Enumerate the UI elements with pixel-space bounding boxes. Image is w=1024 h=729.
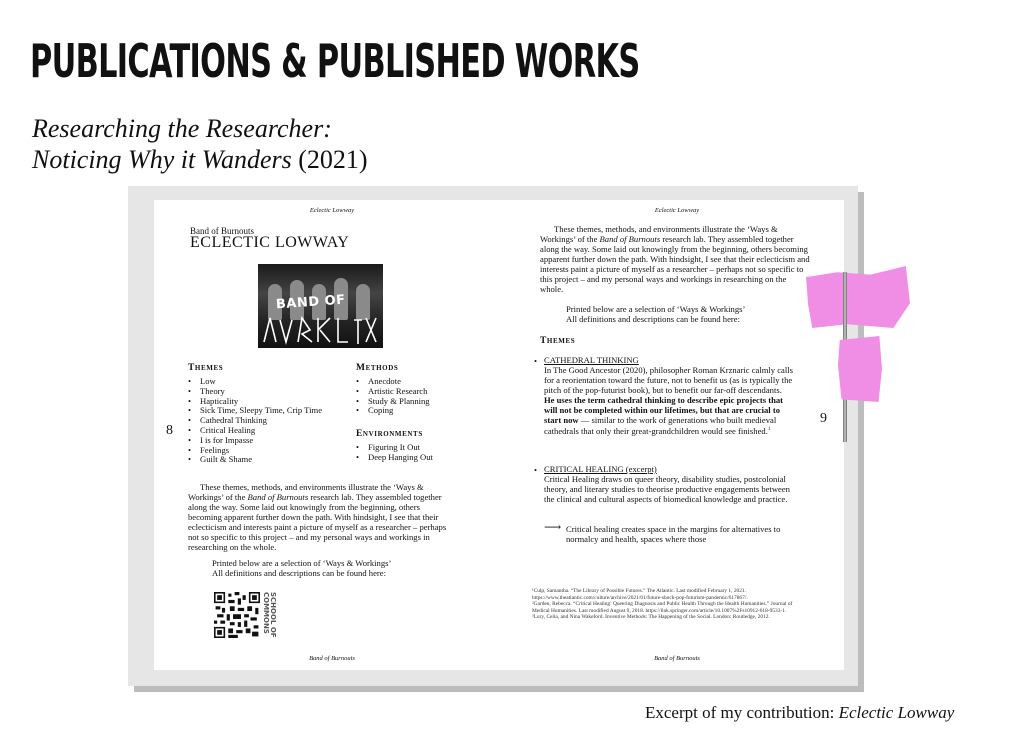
right-themes-heading: Themes [540, 336, 576, 346]
band-photo-logo: BAND OF [275, 292, 347, 313]
right-running-head: Eclectic Lowway [654, 207, 700, 214]
left-page [154, 200, 510, 670]
left-running-foot: Band of Burnouts [309, 655, 355, 662]
left-running-head: Eclectic Lowway [309, 207, 355, 214]
cathedral-thinking-title: CATHEDRAL THINKING [544, 355, 639, 365]
qr-caption: SCHOOL OF COMMONS [262, 592, 277, 638]
environment-list-item: • Deep Hanging Out [356, 453, 496, 463]
pink-tape-decoration-small [838, 336, 882, 402]
chapter-title: ECLECTIC LOWWAY [190, 234, 350, 251]
right-running-foot: Band of Burnouts [654, 655, 700, 662]
theme-list-item: • Critical Healing [188, 426, 338, 436]
footnote-3: ³Lury, Celia, and Nina Wakeford. Inventive Methods: The Happening of the Social. London: Routledge, 2012. [532, 614, 770, 621]
theme-list-item: • Low [188, 377, 338, 387]
methods-heading: Methods [356, 363, 399, 373]
right-page [510, 200, 844, 670]
method-list-item: • Anecdote [356, 377, 496, 387]
cathedral-thinking-item: CATHEDRAL THINKING In The Good Ancestor (2020), philosopher Roman Krznaric calmly calls for a reorientation toward the future, not to benefit us (as is typically the pitch of the pop-futurist book), but to benefit our far-off descendants. He uses the term cathedral thinking to describe epic projects that will not be completed within our lifetimes, but that are crucial to start now — similar to the work of generations who built medieval cathedrals that only their great-grandchildren would see finished.$^1$ [544, 355, 793, 436]
arrow-icon: ⟶ [544, 520, 562, 534]
critical-healing-title: CRITICAL HEALING (excerpt) [544, 464, 657, 474]
scribble-lettering-icon [258, 312, 383, 348]
environments-heading: Environments [356, 429, 423, 439]
theme-list-item: • Sick Time, Sleepy Time, Crip Time [188, 406, 338, 416]
page-title: PUBLICATIONS & PUBLISHED WORKS [30, 34, 640, 88]
footnotes [532, 588, 802, 621]
environments-list [356, 443, 496, 463]
theme-list-item: • Theory [188, 387, 338, 397]
themes-heading: Themes [188, 363, 224, 373]
themes-list [188, 377, 338, 465]
pink-tape-decoration [806, 266, 910, 328]
left-page-number: 8 [166, 423, 173, 438]
right-note-paragraph: Printed below are a selection of ‘Ways & Workings’ All definitions and descriptions can be found here: [566, 304, 746, 324]
left-note-paragraph: Printed below are a selection of ‘Ways & Workings’ All definitions and descriptions can be found here: [212, 558, 392, 578]
band-photo [258, 264, 383, 348]
theme-list-item: • Hapticality [188, 397, 338, 407]
footnote-1: ¹Culp, Samantha. “The Library of Possible Futures.” The Atlantic. Last modified February 1, 2021. https://www.theatlantic.com/culture/archive/2021/01/future-shock-pop-futurism-pandemic/617867/. [532, 588, 748, 601]
right-page-number: 9 [820, 411, 827, 426]
method-list-item: • Coping [356, 406, 496, 416]
theme-list-item: • Cathedral Thinking [188, 416, 338, 426]
theme-list-item: • Guilt & Shame [188, 455, 338, 465]
methods-list [356, 377, 496, 416]
footnote-2: ²Garden, Rebecca. “Critical Healing: Queering Diagnosis and Public Health Through the Health Humanities.” Journal of Medical Humanities. Last modified August 9, 2018. https://link.springer.com/article/10.1007%2Fs10912-018-9533-1. [532, 601, 793, 614]
method-list-item: • Study & Planning [356, 397, 496, 407]
method-list-item: • Artistic Research [356, 387, 496, 397]
theme-bullet: • [534, 465, 538, 475]
left-intro-paragraph: These themes, methods, and environments illustrate the ‘Ways & Workings’ of the Band of Burnouts research lab. They assembled together along the way. Some laid out knowingly from the beginning, others becoming apparent further down the path. With hindsight, I see that their eclecticism and interests paint a picture of myself as a researcher – perhaps not so specific to this project – and my personal ways and workings in researching on the whole. [188, 482, 447, 552]
page-subtitle [32, 113, 368, 175]
right-intro-paragraph: These themes, methods, and environments illustrate the ‘Ways & Workings’ of the Band of Burnouts research lab. They assembled together along the way. Some laid out knowingly from the beginning, others becoming apparent further down the path. With hindsight, I see that their eclecticism and interests paint a picture of myself as a researcher – perhaps not so specific to this project – and my personal ways and workings in researching on the whole. [540, 224, 810, 294]
theme-list-item: • Feelings [188, 446, 338, 456]
theme-list-item: • I is for Impasse [188, 436, 338, 446]
critical-healing-item: CRITICAL HEALING (excerpt) Critical Healing draws on queer theory, disability studies, postcolonial theory, and literary studies to theorise productive engagements between the clinical and cultural aspects of biomedical knowledge and practice. [544, 464, 790, 504]
subtitle-line-1: Researching the Researcher: [32, 114, 332, 143]
environment-list-item: • Figuring It Out [356, 443, 496, 453]
qr-code-icon[interactable] [214, 592, 260, 638]
theme-bullet: • [534, 356, 538, 366]
image-caption: Excerpt of my contribution: Eclectic Lowway [645, 703, 955, 722]
critical-healing-arrow-text: Critical healing creates space in the margins for alternatives to normalcy and health, spaces where those [566, 524, 781, 544]
band-label: Band of Burnouts [190, 226, 254, 236]
subtitle-line-2: Noticing Why it Wanders [32, 145, 292, 174]
subtitle-year: (2021) [298, 145, 368, 174]
